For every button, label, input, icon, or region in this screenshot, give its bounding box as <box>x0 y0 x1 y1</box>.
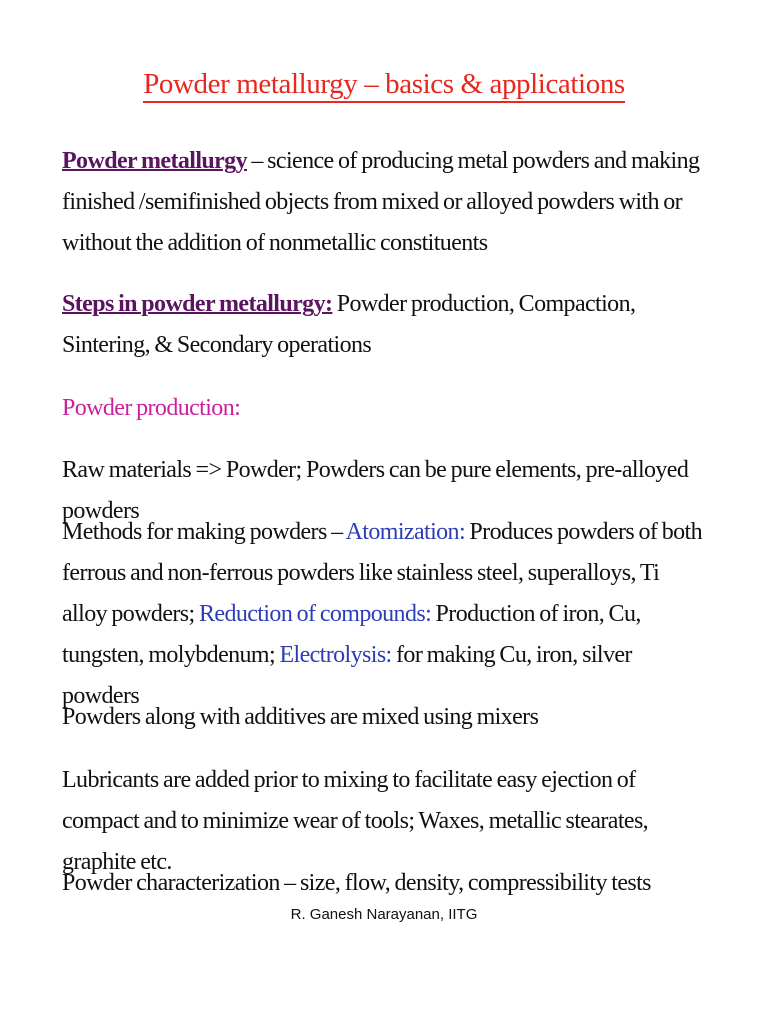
methods-text-2: Produces powders of both ferrous and non-ferrous powders like stainless steel, superalloys, Ti alloy powders; <box>62 519 702 627</box>
definition-text: – science of producing metal powders and making finished /semifinished objects from mixed or alloyed powders with or without the addition of nonmetallic constituents <box>62 148 700 256</box>
methods-text-1: Methods for making powders – <box>62 519 346 545</box>
page-title <box>0 68 768 101</box>
reduction-term: Reduction of compounds: <box>198 601 432 627</box>
mixing-paragraph <box>62 697 702 738</box>
steps-term: Steps in powder metallurgy: <box>62 291 333 317</box>
methods-paragraph <box>62 512 702 717</box>
author-footer <box>0 906 768 923</box>
author-name: R. Ganesh Narayanan, IITG <box>290 906 478 923</box>
title-text: Powder metallurgy – basics & applications <box>143 68 625 103</box>
steps-text: Powder production, Compaction, Sintering, & Secondary operations <box>62 291 636 358</box>
definition-paragraph <box>62 141 702 264</box>
atomization-term: Atomization: <box>345 519 466 545</box>
raw-materials-text: Raw materials => Powder; Powders can be pure elements, pre-alloyed powders <box>62 457 689 524</box>
electrolysis-term: Electrolysis: <box>279 642 392 668</box>
lubricants-text: Lubricants are added prior to mixing to facilitate easy ejection of compact and to minimize wear of tools; Waxes, metallic stearates, graphite etc. <box>62 767 649 875</box>
characterization-paragraph <box>62 863 702 904</box>
definition-term: Powder metallurgy <box>62 148 247 174</box>
mixing-text: Powders along with additives are mixed using mixers <box>62 704 539 730</box>
powder-production-heading <box>62 388 702 429</box>
powder-production-heading-text: Powder production: <box>62 395 241 421</box>
steps-paragraph <box>62 284 702 366</box>
methods-text-4: for making Cu, iron, silver powders <box>62 642 632 709</box>
characterization-text: Powder characterization – size, flow, density, compressibility tests <box>62 870 651 896</box>
methods-text-3: Production of iron, Cu, tungsten, molybdenum; <box>62 601 641 668</box>
